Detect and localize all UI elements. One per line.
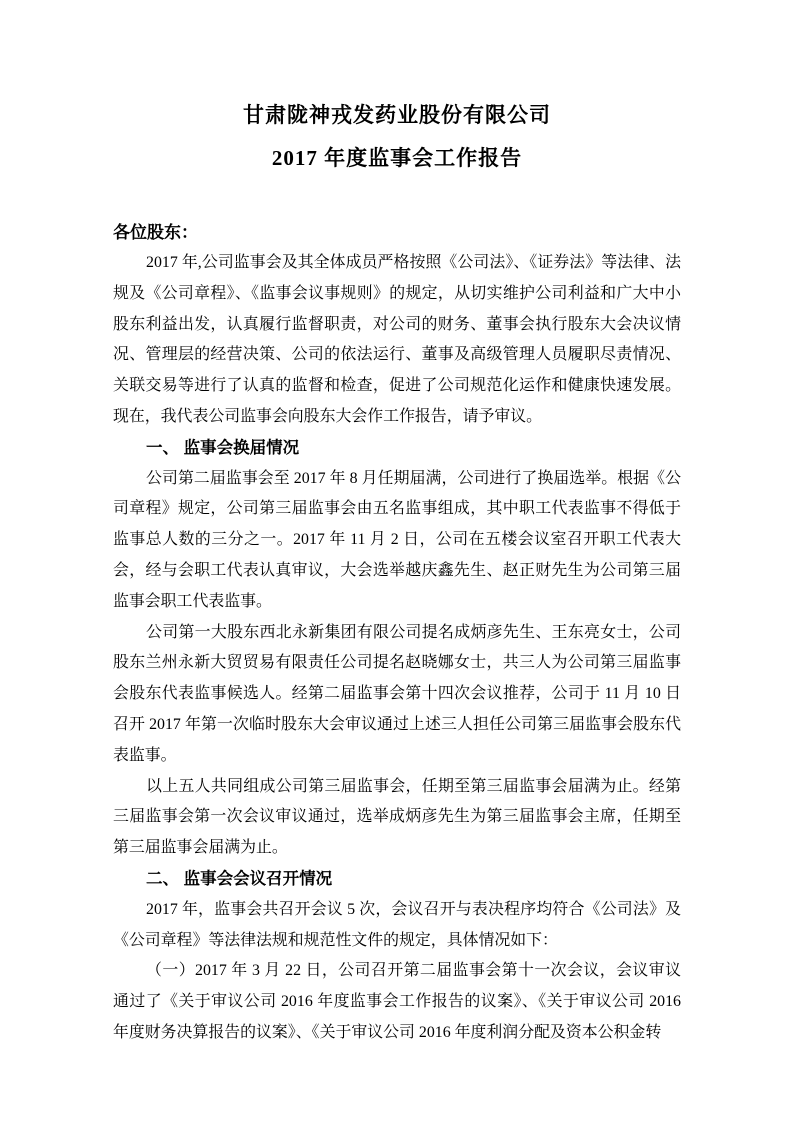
paragraph-shareholder-nomination: 公司第一大股东西北永新集团有限公司提名成炳彦先生、王东亮女士，公司股东兰州永新大贸贸易有限责任公司提名赵晓娜女士，共三人为公司第三届监事会股东代表监事候选人。经第二届监事会第十四次会议推荐，公司于 11 月 10 日召开 2017 年第一次临时股东大会审议通过上述三人担任公司第三届监事会股东代表监事。: [113, 623, 681, 764]
paragraph-intro: 2017 年,公司监事会及其全体成员严格按照《公司法》、《证券法》等法律、法规及《公司章程》、《监事会议事规则》的规定，从切实维护公司利益和广大中小股东利益出发，认真履行监督职责，对公司的财务、董事会执行股东大会决议情况、管理层的经营决策、公司的依法运行、董事及高级管理人员履职尽责情况、关联交易等进行了认真的监督和检查，促进了公司规范化运作和健康快速发展。现在，我代表公司监事会向股东大会作工作报告，请予审议。: [113, 254, 681, 425]
document-subtitle: 2017 年度监事会工作报告: [271, 146, 523, 170]
paragraph-meetings-overview: 2017 年，监事会共召开会议 5 次，会议召开与表决程序均符合《公司法》及《公司章程》等法律法规和规范性文件的规定，具体情况如下：: [113, 900, 681, 949]
section-1-heading: 一、 监事会换届情况: [146, 438, 300, 457]
paragraph-board-reelection: 公司第二届监事会至 2017 年 8 月任期届满，公司进行了换届选举。根据《公司章程》规定，公司第三届监事会由五名监事组成，其中职工代表监事不得低于监事总人数的三分之一。2017 年 11 月 2 日，公司在五楼会议室召开职工代表大会，经与会职工代表认真审议，大会选举越庆鑫先生、赵正财先生为公司第三届监事会职工代表监事。: [113, 469, 681, 610]
document-content: [113, 0, 681, 1049]
document-title: 甘肃陇神戎发药业股份有限公司: [243, 103, 551, 127]
section-2-heading: 二、 监事会会议召开情况: [146, 869, 333, 888]
paragraph-board-composition: 以上五人共同组成公司第三届监事会，任期至第三届监事会届满为止。经第三届监事会第一次会议审议通过，选举成炳彦先生为第三届监事会主席，任期至第三届监事会届满为止。: [113, 777, 681, 857]
salutation: 各位股东：: [113, 223, 198, 242]
paragraph-meeting-1: （一）2017 年 3 月 22 日，公司召开第二届监事会第十一次会议，会议审议通过了《关于审议公司 2016 年度监事会工作报告的议案》、《关于审议公司 2016 年度财务决算报告的议案》、《关于审议公司 2016 年度利润分配及资本公积金转: [113, 962, 681, 1041]
